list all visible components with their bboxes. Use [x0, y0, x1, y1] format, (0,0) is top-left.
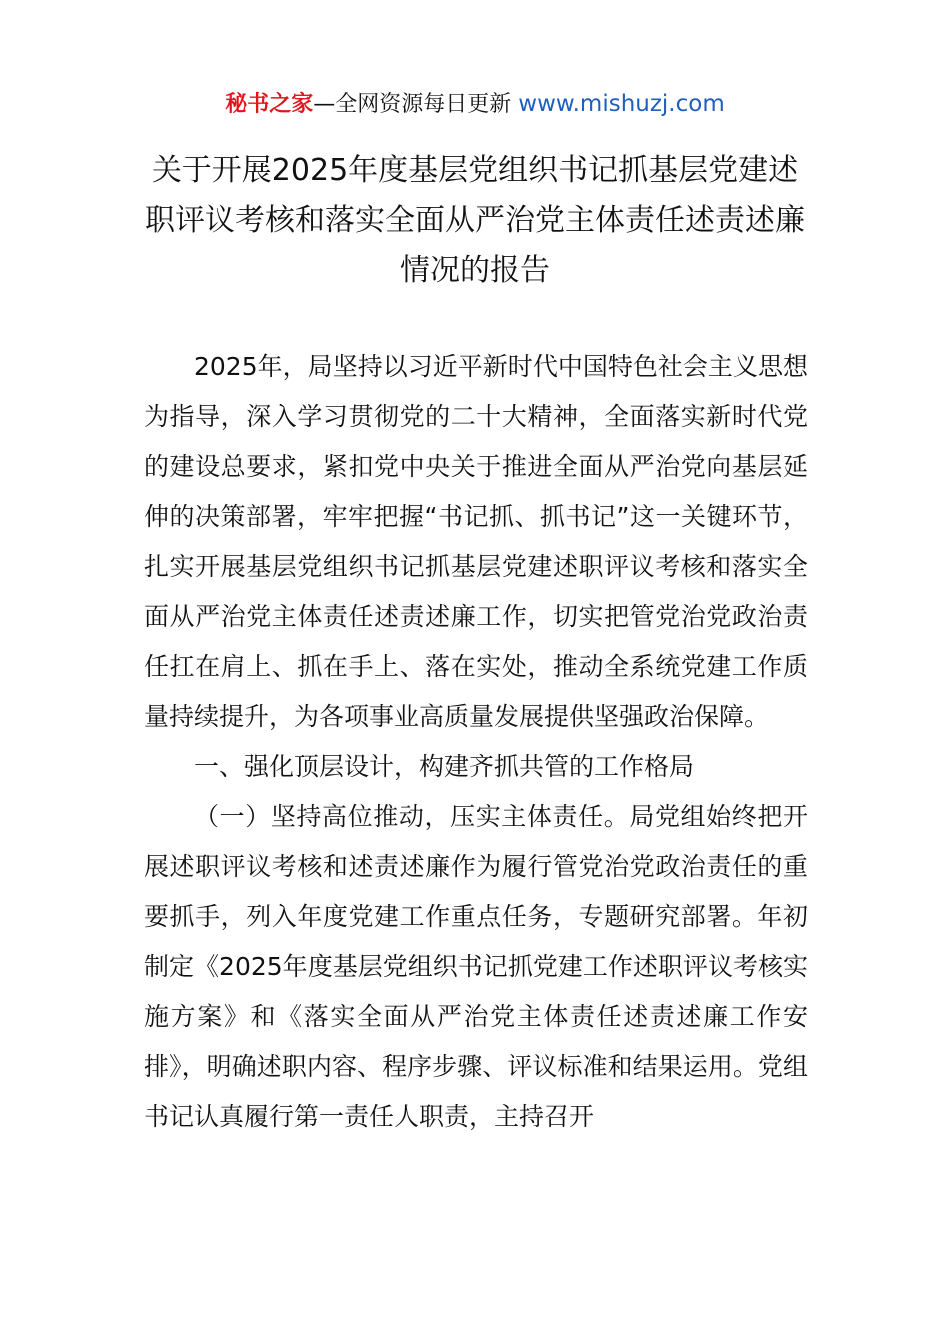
- document-body: [144, 342, 808, 1142]
- brand-name: 秘书之家: [225, 92, 314, 117]
- subsection-paragraph: （一）坚持高位推动，压实主体责任。局党组始终把开展述职评议考核和述责述廉作为履行管党治党政治责任的重要抓手，列入年度党建工作重点任务，专题研究部署。年初制定《2025年度基层党组织书记抓党建工作述职评议考核实施方案》和《落实全面从严治党主体责任述责述廉工作安排》，明确述职内容、程序步骤、评议标准和结果运用。党组书记认真履行第一责任人职责，主持召开: [144, 802, 808, 1131]
- site-url-link[interactable]: www.mishuzj.com: [518, 91, 725, 117]
- intro-paragraph: 2025年，局坚持以习近平新时代中国特色社会主义思想为指导，深入学习贯彻党的二十大精神，全面落实新时代党的建设总要求，紧扣党中央关于推进全面从严治党向基层延伸的决策部署，牢牢把握“书记抓、抓书记”这一关键环节，扎实开展基层党组织书记抓基层党建述职评议考核和落实全面从严治党主体责任述责述廉工作，切实把管党治党政治责任扛在肩上、抓在手上、落在实处，推动全系统党建工作质量持续提升，为各项事业高质量发展提供坚强政治保障。: [144, 352, 808, 731]
- header-tagline: —全网资源每日更新: [313, 92, 512, 117]
- section-heading: 一、强化顶层设计，构建齐抓共管的工作格局: [194, 752, 695, 781]
- document-title: 关于开展2025年度基层党组织书记抓基层党建述职评议考核和落实全面从严治党主体责任述责述廉情况的报告: [145, 153, 805, 288]
- site-header: [0, 86, 950, 123]
